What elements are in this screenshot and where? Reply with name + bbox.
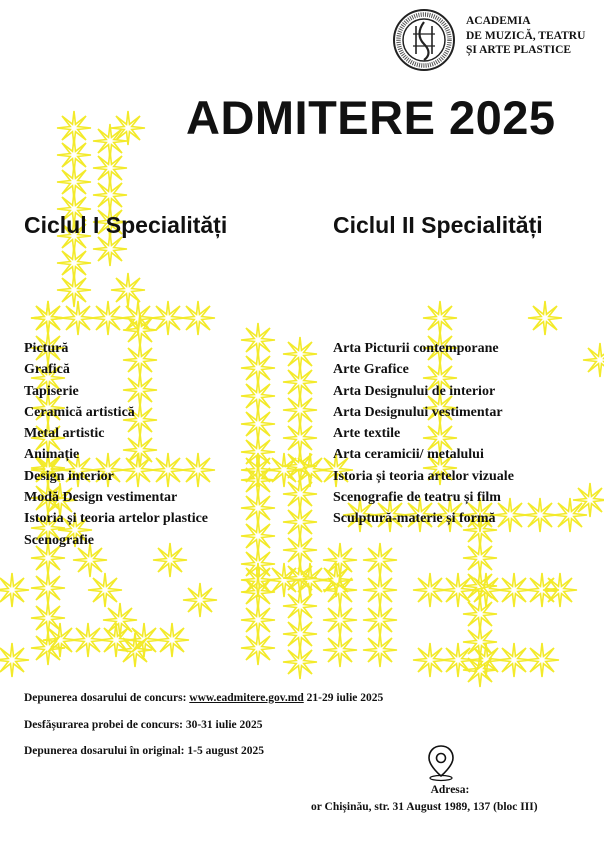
list-item: Tapiserie	[24, 383, 79, 399]
list-item: Metal artistic	[24, 426, 105, 442]
address-text: or Chișinău, str. 31 August 1989, 137 (bloc III)	[311, 801, 538, 813]
decorative-star	[525, 573, 559, 607]
institution-name	[466, 14, 585, 58]
decorative-star	[543, 573, 577, 607]
decorative-star	[583, 343, 604, 377]
decorative-star	[573, 483, 604, 517]
decorative-star	[0, 573, 29, 607]
decorative-star	[61, 301, 95, 335]
list-item: Scenografie de teatru și film	[333, 490, 501, 506]
cycle2-list	[333, 338, 514, 530]
decorative-star	[323, 543, 357, 577]
decorative-star	[183, 583, 217, 617]
institution-line: DE MUZICĂ, TEATRU	[466, 29, 586, 42]
decorative-star	[31, 301, 65, 335]
list-item: Istoria și teoria artelor vizuale	[333, 468, 514, 484]
decorative-star	[363, 603, 397, 637]
list-item: Arta ceramicii/ metalului	[333, 447, 484, 463]
eadmitere-link[interactable]: www.eadmitere.gov.md	[189, 692, 304, 704]
decorative-star	[363, 633, 397, 667]
list-item: Arta Designului vestimentar	[333, 404, 503, 420]
institution-line: ACADEMIA	[466, 15, 531, 27]
cycle2-heading: Ciclul II Specialități	[333, 212, 543, 238]
decorative-star	[523, 498, 557, 532]
page-title: ADMITERE 2025	[186, 91, 556, 144]
decorative-star	[111, 273, 145, 307]
decorative-star	[283, 645, 317, 679]
decorative-star	[363, 543, 397, 577]
decorative-star	[323, 603, 357, 637]
decorative-star	[57, 273, 91, 307]
list-item: Design interior	[24, 468, 114, 484]
list-item: Arte textile	[333, 426, 401, 442]
list-item: Sculptură-materie și formă	[333, 511, 496, 527]
list-item: Arta Picturii contemporane	[333, 341, 499, 356]
original-line: Depunerea dosarului în original: 1-5 august 2025	[24, 745, 265, 757]
list-item: Istoria și teoria artelor plastice	[24, 511, 209, 527]
location-pin-icon	[426, 744, 456, 782]
decorative-star	[323, 573, 357, 607]
decorative-star	[88, 573, 122, 607]
institution-line: ȘI ARTE PLASTICE	[466, 44, 572, 56]
list-item: Grafică	[24, 362, 70, 378]
decorative-star	[323, 633, 357, 667]
list-item: Arte Grafice	[333, 362, 409, 378]
decorative-star	[31, 631, 65, 665]
decorative-star	[363, 573, 397, 607]
decorative-star	[111, 111, 145, 145]
decorative-star	[423, 301, 457, 335]
list-item: Modă Design vestimentar	[24, 490, 178, 506]
decorative-star	[525, 643, 559, 677]
list-item: Arta Designului de interior	[333, 383, 496, 399]
dosar-label: Depunerea dosarului de concurs:	[24, 692, 187, 704]
dosar-dates: 21-29 iulie 2025	[306, 692, 384, 704]
decorative-star	[155, 623, 189, 657]
cycle1-heading: Ciclul I Specialități	[24, 212, 228, 238]
decorative-star	[241, 631, 275, 665]
dosar-line	[24, 692, 383, 704]
decorative-star	[91, 301, 125, 335]
decorative-star	[528, 301, 562, 335]
decorative-star	[0, 643, 29, 677]
decorative-star	[31, 571, 65, 605]
list-item: Ceramică artistică	[24, 404, 135, 420]
proba-line: Desfășurarea probei de concurs: 30-31 iulie 2025	[24, 719, 263, 731]
list-item: Pictură	[24, 341, 69, 356]
list-item: Scenografie	[24, 532, 94, 548]
decorative-star	[181, 301, 215, 335]
academy-seal-logo	[392, 8, 456, 72]
cycle1-list	[24, 338, 208, 551]
decorative-star	[553, 498, 587, 532]
address-label: Adresa:	[430, 784, 470, 796]
list-item: Animație	[24, 447, 80, 463]
